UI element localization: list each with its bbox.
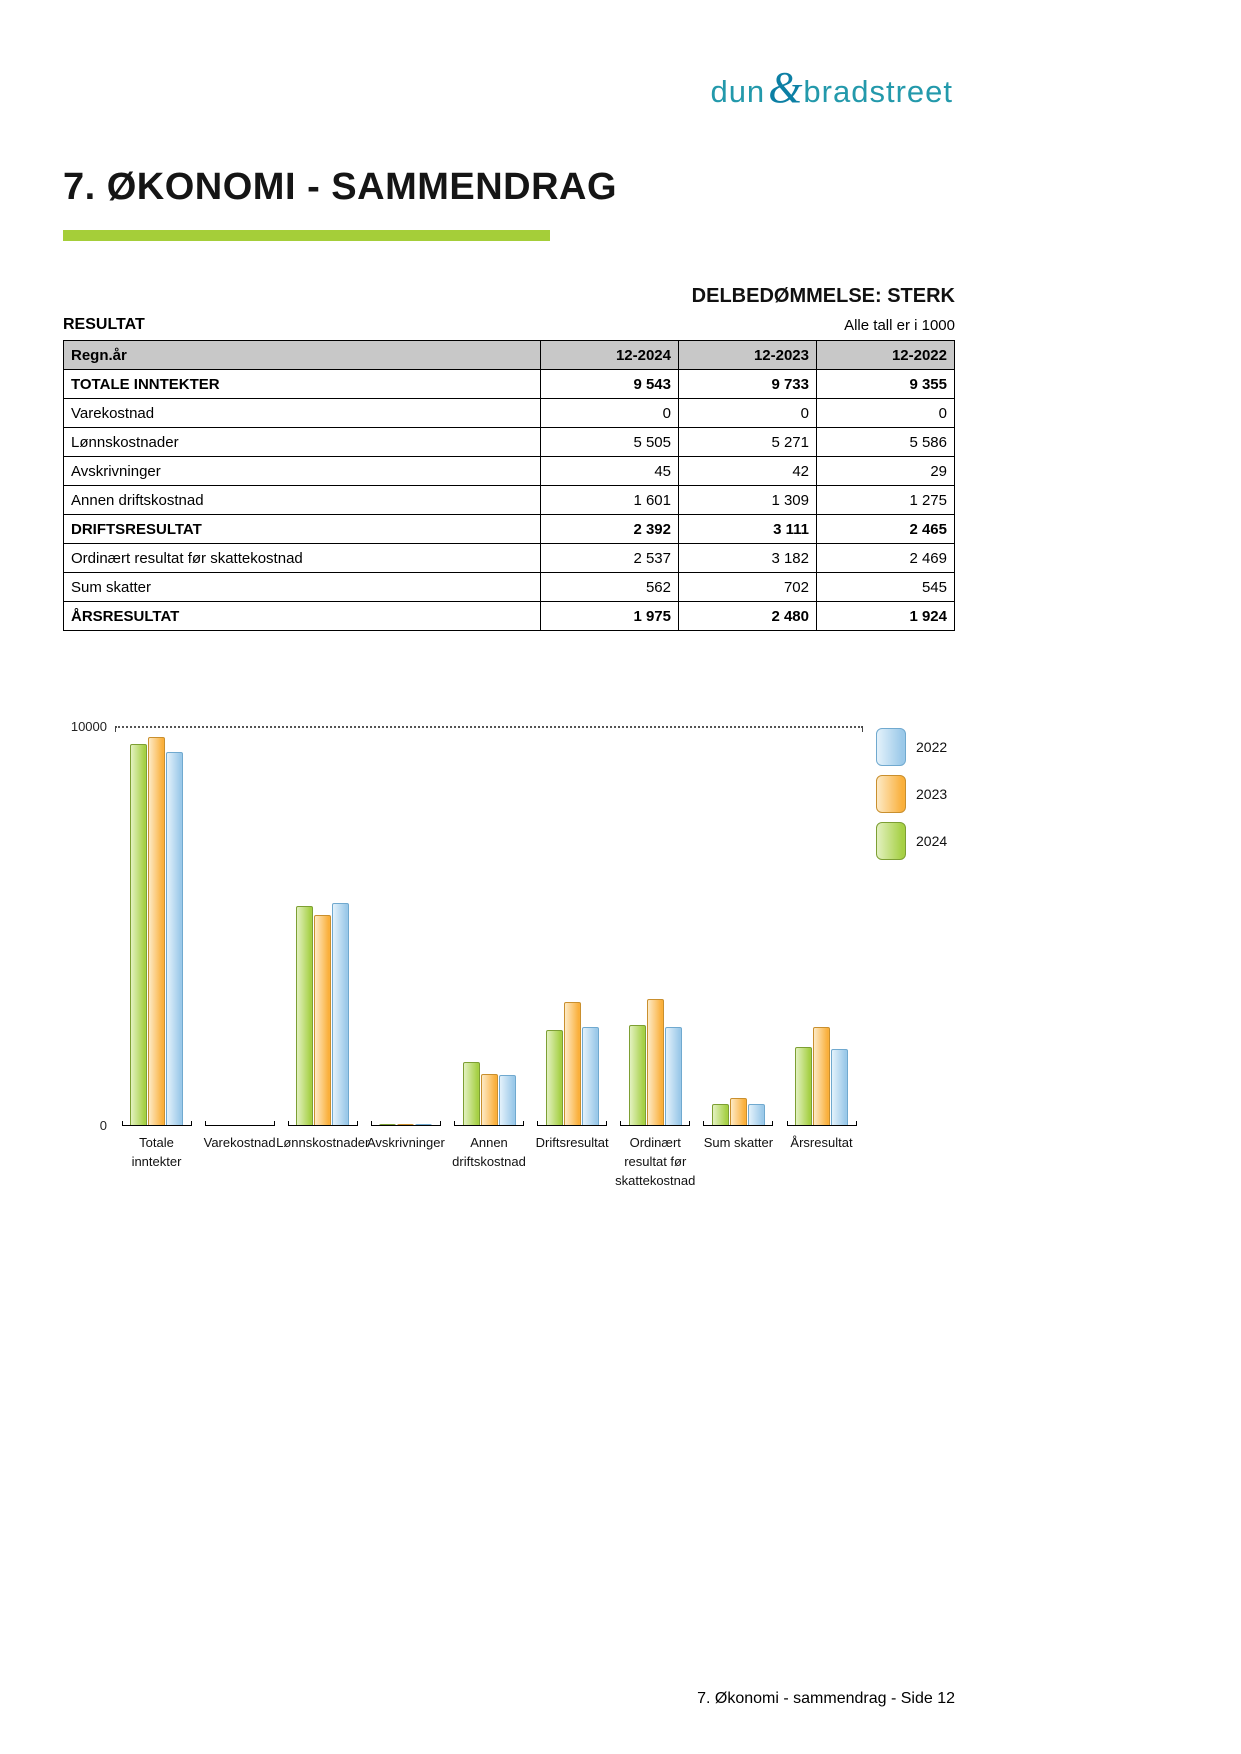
chart-group [276,728,370,1150]
bar-2022 [332,903,349,1126]
chart-group [448,728,531,1169]
x-axis-bracket [703,1121,773,1126]
bar-cluster [130,737,183,1126]
row-value: 1 601 [541,486,679,515]
legend-item-2022 [876,728,947,766]
chart-group [697,728,780,1150]
x-axis-label: Totale inntekter [131,1135,182,1169]
x-axis-bracket [288,1121,358,1126]
table-row [64,544,955,573]
row-value: 45 [541,457,679,486]
table-row [64,457,955,486]
bar-2023 [148,737,165,1126]
bar-2024 [795,1047,812,1126]
bar-2022 [831,1049,848,1126]
chart-legend [876,728,947,860]
row-label: Avskrivninger [64,457,541,486]
row-value: 3 182 [679,544,817,573]
page-title: 7. ØKONOMI - SAMMENDRAG [63,166,618,208]
row-value: 2 465 [817,515,955,544]
row-label: Lønnskostnader [64,428,541,457]
x-axis-bracket [122,1121,192,1126]
bar-2023 [813,1027,830,1126]
bar-cluster [463,1062,516,1126]
section-label-resultat: RESULTAT [63,316,145,333]
bar-2023 [564,1002,581,1126]
column-header: 12-2022 [817,341,955,370]
row-value: 42 [679,457,817,486]
x-axis-bracket [205,1121,275,1126]
row-value: 1 924 [817,602,955,631]
row-value: 1 309 [679,486,817,515]
units-note: Alle tall er i 1000 [844,317,955,334]
bar-2023 [481,1074,498,1126]
row-value: 0 [817,399,955,428]
bar-2024 [296,906,313,1126]
chart-group [614,728,697,1188]
y-axis-tick-0: 0 [99,1118,107,1133]
row-value: 702 [679,573,817,602]
bar-2023 [647,999,664,1126]
row-value: 2 537 [541,544,679,573]
bar-2022 [665,1027,682,1126]
x-axis-bracket [454,1121,524,1126]
row-value: 9 543 [541,370,679,399]
table-row [64,428,955,457]
bar-2022 [582,1027,599,1126]
legend-label: 2022 [916,739,948,755]
bar-2024 [463,1062,480,1126]
column-header: 12-2023 [679,341,817,370]
legend-item-2024 [876,822,947,860]
row-label: ÅRSRESULTAT [64,602,541,631]
row-value: 5 271 [679,428,817,457]
x-axis-bracket [620,1121,690,1126]
legend-item-2023 [876,775,947,813]
bar-cluster [629,999,682,1126]
chart-plot-area [115,726,863,1188]
table-row [64,602,955,631]
chart-group [115,728,198,1169]
chart-group [531,728,614,1150]
chart-group [364,728,447,1150]
row-value: 2 480 [679,602,817,631]
bar-2024 [546,1030,563,1126]
row-value: 9 355 [817,370,955,399]
x-axis-label: Lønnskostnader [276,1135,370,1150]
row-value: 562 [541,573,679,602]
bar-2024 [130,744,147,1126]
column-header: Regn.år [64,341,541,370]
x-axis-bracket [537,1121,607,1126]
y-axis-tick-10000: 10000 [70,719,107,734]
chart-group [198,728,281,1150]
x-axis-label: Årsresultat [790,1135,853,1150]
legend-label: 2024 [916,833,948,849]
column-header: 12-2024 [541,341,679,370]
x-axis-label: Ordinært resultat før skattekostnad [615,1135,696,1188]
row-label: Ordinært resultat før skattekostnad [64,544,541,573]
row-value: 3 111 [679,515,817,544]
title-accent-rule [63,230,550,241]
legend-swatch-blue [876,728,906,766]
bar-2022 [166,752,183,1126]
table-row [64,486,955,515]
chart-group [780,728,863,1150]
row-value: 0 [679,399,817,428]
legend-label: 2023 [916,786,948,802]
legend-swatch-orange [876,775,906,813]
row-value: 5 505 [541,428,679,457]
table-header-row [64,341,955,370]
row-value: 2 469 [817,544,955,573]
row-value: 545 [817,573,955,602]
results-table [63,340,955,631]
x-axis-bracket [787,1121,857,1126]
logo-text-bradstreet: bradstreet [803,74,953,109]
row-value: 9 733 [679,370,817,399]
row-label: TOTALE INNTEKTER [64,370,541,399]
x-axis-label: Sum skatter [703,1135,774,1150]
x-axis-bracket [371,1121,441,1126]
bar-2023 [314,915,331,1126]
row-value: 0 [541,399,679,428]
table-row [64,399,955,428]
x-axis-label: Avskrivninger [366,1135,445,1150]
results-table-wrapper [63,340,955,631]
bar-cluster [546,1002,599,1126]
sub-rating-label: DELBEDØMMELSE: STERK [691,285,955,307]
row-label: Sum skatter [64,573,541,602]
x-axis-label: Annen driftskostnad [452,1135,526,1169]
table-row [64,515,955,544]
row-value: 29 [817,457,955,486]
row-label: DRIFTSRESULTAT [64,515,541,544]
bar-cluster [795,1027,848,1126]
row-label: Annen driftskostnad [64,486,541,515]
row-value: 1 975 [541,602,679,631]
bar-2022 [499,1075,516,1126]
row-label: Varekostnad [64,399,541,428]
logo-ampersand-icon: & [768,63,803,112]
bar-2024 [629,1025,646,1126]
x-axis-label: Driftsresultat [535,1135,609,1150]
logo-text-dun: dun [710,74,766,109]
row-value: 5 586 [817,428,955,457]
results-bar-chart [63,712,955,1192]
bar-cluster [296,903,349,1126]
dun-bradstreet-logo [710,63,953,112]
table-row [64,370,955,399]
table-row [64,573,955,602]
row-value: 1 275 [817,486,955,515]
legend-swatch-green [876,822,906,860]
row-value: 2 392 [541,515,679,544]
x-axis-label: Varekostnad [203,1135,276,1150]
page-footer: 7. Økonomi - sammendrag - Side 12 [697,1690,955,1707]
